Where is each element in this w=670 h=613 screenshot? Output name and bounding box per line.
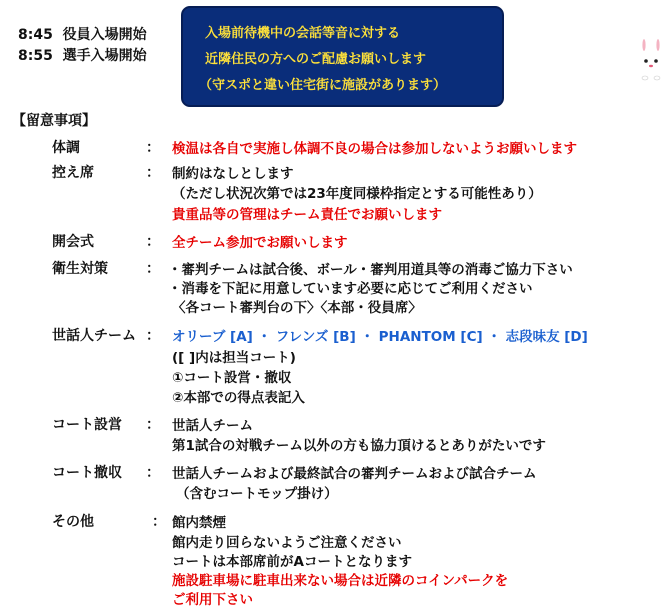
- item-label-kaikaishiki: 開会式: [52, 234, 94, 250]
- item-text: コートは本部席前がAコートとなります: [172, 554, 412, 570]
- item-text: ・審判チームは試合後、ボール・審判用道具等の消毒ご協力下さい: [168, 262, 573, 278]
- item-label-tesshu: コート撤収: [52, 465, 122, 481]
- item-text: 世話人チーム: [172, 418, 253, 434]
- schedule-row: [18, 25, 147, 46]
- item-text: 館内走り回らないようご注意ください: [172, 535, 402, 551]
- colon: ：: [152, 514, 166, 530]
- colon: ：: [146, 140, 160, 156]
- item-text: ご利用下さい: [172, 592, 253, 608]
- schedule-row: [18, 46, 147, 67]
- item-text: ②本部での得点表記入: [172, 390, 305, 406]
- item-label-taicho: 体調: [52, 140, 80, 156]
- colon: ：: [146, 165, 160, 181]
- item-text: 館内禁煙: [172, 515, 226, 531]
- item-text: 全チーム参加でお願いします: [172, 235, 348, 251]
- schedule-time: 8:55: [18, 48, 53, 64]
- colon: ：: [146, 465, 160, 481]
- item-text: 制約はなしとします: [172, 166, 294, 182]
- schedule-time: 8:45: [18, 27, 53, 43]
- item-text: 施設駐車場に駐車出来ない場合は近隣のコインパークを: [172, 573, 509, 589]
- colon: ：: [146, 417, 160, 433]
- item-label-hikaeseki: 控え席: [52, 165, 94, 181]
- item-text: ([ ]内は担当コート): [172, 350, 296, 366]
- item-label-sonota: その他: [52, 514, 94, 530]
- item-text: 世話人チームおよび最終試合の審判チームおよび試合チーム: [172, 466, 537, 482]
- item-text: 貴重品等の管理はチーム責任でお願いします: [172, 207, 442, 223]
- item-text: ①コート設営・撤収: [172, 370, 292, 386]
- colon: ：: [146, 261, 160, 277]
- item-text: （ただし状況次第では23年度同様枠指定とする可能性あり）: [172, 186, 542, 202]
- banner-line: 入場前待機中の会話等音に対する: [205, 26, 401, 41]
- item-text: 検温は各自で実施し体調不良の場合は参加しないようお願いします: [172, 141, 577, 157]
- banner-line: 近隣住民の方へのご配慮お願いします: [205, 52, 427, 67]
- schedule-text: 選手入場開始: [62, 48, 147, 64]
- colon: ：: [146, 328, 160, 344]
- item-text: 〈各コート審判台の下〉〈本部・役員席〉: [172, 300, 422, 316]
- colon: ：: [146, 234, 160, 250]
- item-text: （含むコートモップ掛け）: [176, 486, 338, 502]
- item-text: オリーブ [A] ・ フレンズ [B] ・ PHANTOM [C] ・ 志段味友 [D]: [172, 329, 588, 345]
- item-text: 第1試合の対戦チーム以外の方も協力頂けるとありがたいです: [172, 438, 546, 454]
- section-heading: 【留意事項】: [12, 113, 96, 129]
- notice-banner: [181, 6, 504, 107]
- banner-line: （守スポと違い住宅街に施設があります）: [199, 78, 447, 93]
- item-label-setsuei: コート設営: [52, 417, 122, 433]
- item-label-sewanin: 世話人チーム: [52, 328, 136, 344]
- item-text: ・消毒を下記に用意しています必要に応じてご利用ください: [168, 281, 533, 297]
- rabbit-mascot-icon: [631, 34, 670, 86]
- schedule-text: 役員入場開始: [62, 27, 147, 43]
- item-label-eisei: 衛生対策: [52, 261, 108, 277]
